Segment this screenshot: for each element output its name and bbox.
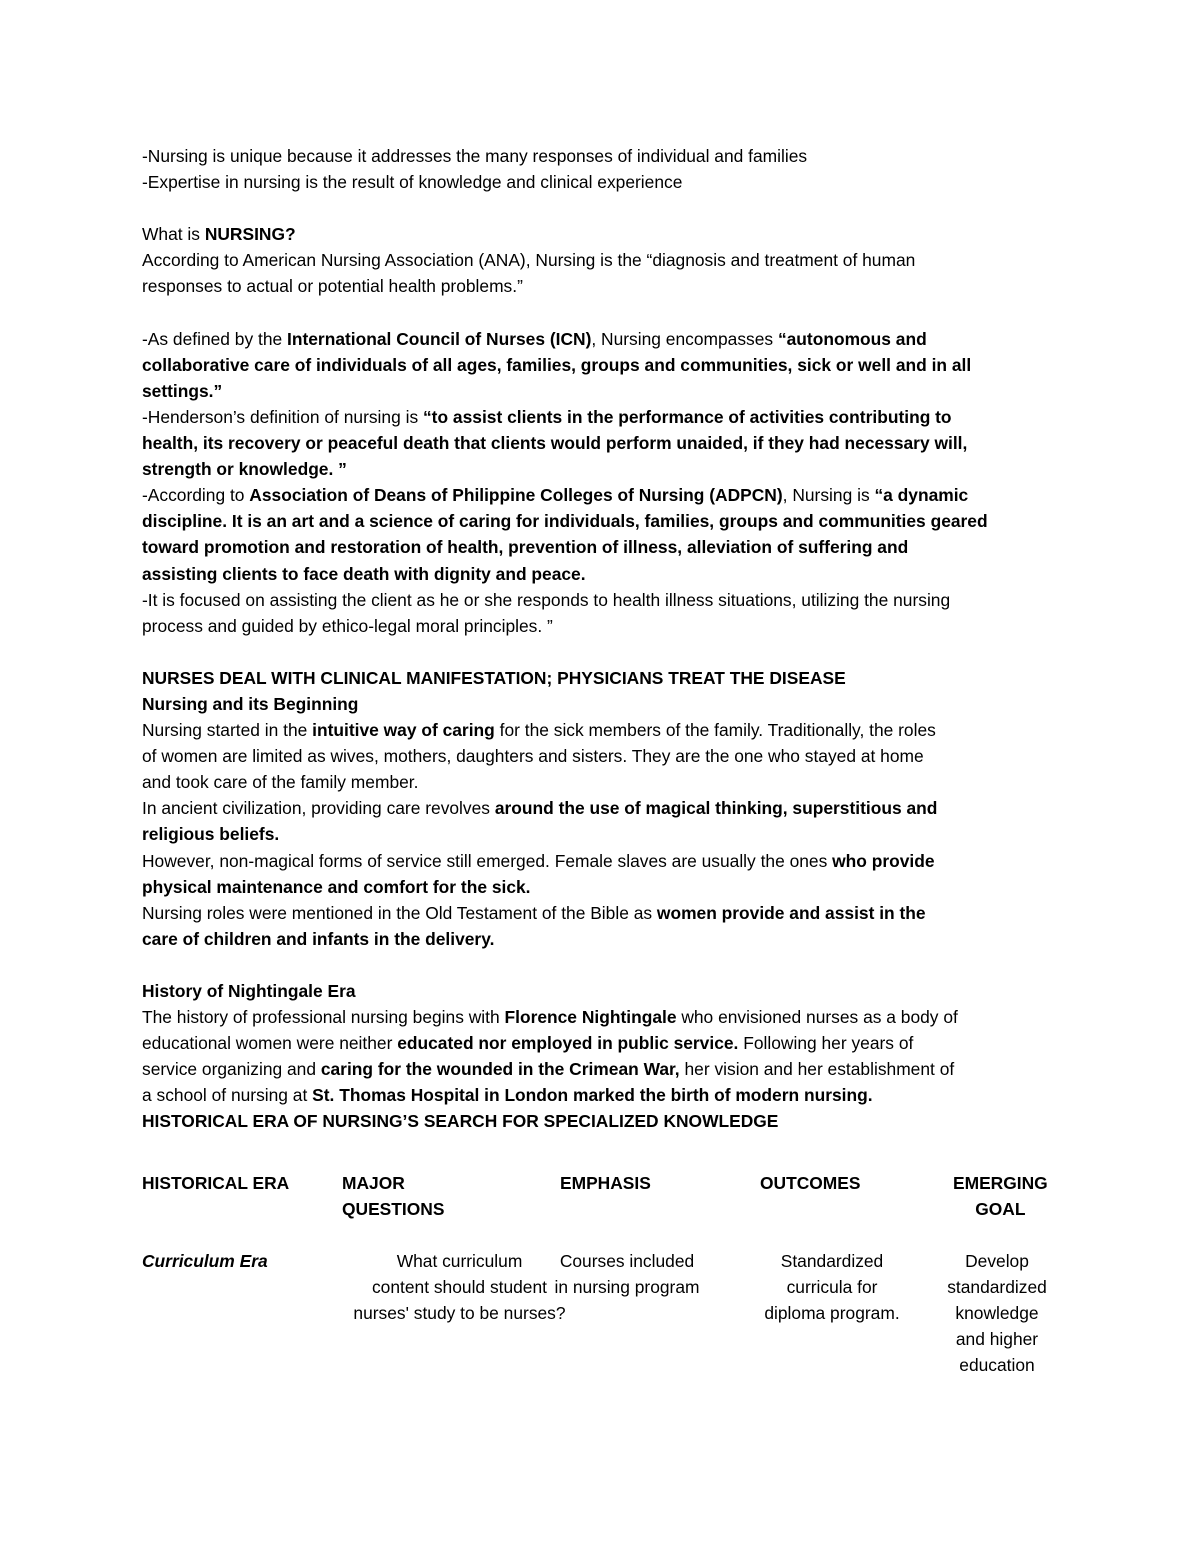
paragraph-line: religious beliefs. [142, 824, 280, 845]
adpcn-definition: -It is focused on assisting the client as he or she responds to health illness situations, utilizing the nursing [142, 589, 951, 610]
henderson-definition: strength or knowledge. ” [142, 459, 347, 480]
paragraph-line: care of children and infants in the delivery. [142, 928, 495, 949]
paragraph-line: and took care of the family member. [142, 772, 419, 793]
era-name: Curriculum Era [142, 1251, 268, 1271]
row-questions: What curriculum content should student nurses' study to be nurses? [353, 1251, 566, 1324]
header-emerging-goal: EMERGING GOAL [953, 1173, 1048, 1220]
row-emphasis: Courses included in nursing program [554, 1251, 700, 1298]
ana-definition: responses to actual or potential health problems.” [142, 276, 523, 297]
paragraph-line: Nursing started in the intuitive way of caring for the sick members of the family. Traditionally, the roles [142, 720, 936, 741]
section-heading: History of Nightingale Era [142, 981, 356, 1001]
what-is-heading: What is NURSING? [142, 224, 296, 245]
paragraph-line: Nursing roles were mentioned in the Old Testament of the Bible as women provide and assist in the [142, 902, 926, 923]
paragraph-line: educational women were neither educated nor employed in public service. Following her years of [142, 1033, 914, 1054]
section-banner: NURSES DEAL WITH CLINICAL MANIFESTATION; PHYSICIANS TREAT THE DISEASE [142, 667, 846, 688]
paragraph-line: The history of professional nursing begins with Florence Nightingale who envisioned nurses as a body of [142, 1007, 958, 1028]
header-outcomes: OUTCOMES [760, 1173, 861, 1193]
paragraph-line: physical maintenance and comfort for the sick. [142, 876, 531, 897]
icn-definition: -As defined by the International Council of Nurses (ICN), Nursing encompasses “autonomous and [142, 328, 927, 349]
paragraph-line: a school of nursing at St. Thomas Hospital in London marked the birth of modern nursing. [142, 1085, 873, 1106]
header-historical-era: HISTORICAL ERA [142, 1173, 290, 1193]
section-heading: Nursing and its Beginning [142, 693, 359, 714]
adpcn-definition: assisting clients to face death with dignity and peace. [142, 563, 586, 584]
intro-line: -Expertise in nursing is the result of knowledge and clinical experience [142, 172, 683, 193]
row-goal: Develop standardized knowledge and higher education [947, 1251, 1047, 1376]
adpcn-definition: process and guided by ethico-legal moral principles. ” [142, 615, 553, 636]
henderson-definition: -Henderson’s definition of nursing is “to assist clients in the performance of activities contributing to [142, 406, 952, 427]
paragraph-line: service organizing and caring for the wounded in the Crimean War, her vision and her establishment of [142, 1059, 955, 1080]
icn-definition: settings.” [142, 380, 223, 401]
adpcn-definition: discipline. It is an art and a science of caring for individuals, families, groups and communities geared [142, 511, 988, 532]
paragraph-line: In ancient civilization, providing care revolves around the use of magical thinking, superstitious and [142, 798, 938, 819]
icn-definition: collaborative care of individuals of all ages, families, groups and communities, sick or well and in all [142, 354, 972, 375]
intro-line: -Nursing is unique because it addresses the many responses of individual and families [142, 146, 808, 166]
header-major-questions: MAJOR QUESTIONS [342, 1173, 445, 1220]
ana-definition: According to American Nursing Association (ANA), Nursing is the “diagnosis and treatment of human [142, 250, 916, 271]
document-body [142, 143, 1072, 1135]
section-banner: HISTORICAL ERA OF NURSING’S SEARCH FOR SPECIALIZED KNOWLEDGE [142, 1111, 779, 1132]
paragraph-line: However, non-magical forms of service still emerged. Female slaves are usually the ones who provide [142, 850, 935, 871]
paragraph-line: of women are limited as wives, mothers, daughters and sisters. They are the one who stayed at home [142, 746, 924, 767]
header-emphasis: EMPHASIS [560, 1173, 651, 1193]
row-outcomes: Standardized curricula for diploma program. [764, 1251, 900, 1324]
adpcn-definition: toward promotion and restoration of health, prevention of illness, alleviation of suffering and [142, 537, 909, 558]
henderson-definition: health, its recovery or peaceful death that clients would perform unaided, if they had necessary will, [142, 433, 968, 454]
adpcn-definition: -According to Association of Deans of Philippine Colleges of Nursing (ADPCN), Nursing is “a dynamic [142, 485, 969, 506]
